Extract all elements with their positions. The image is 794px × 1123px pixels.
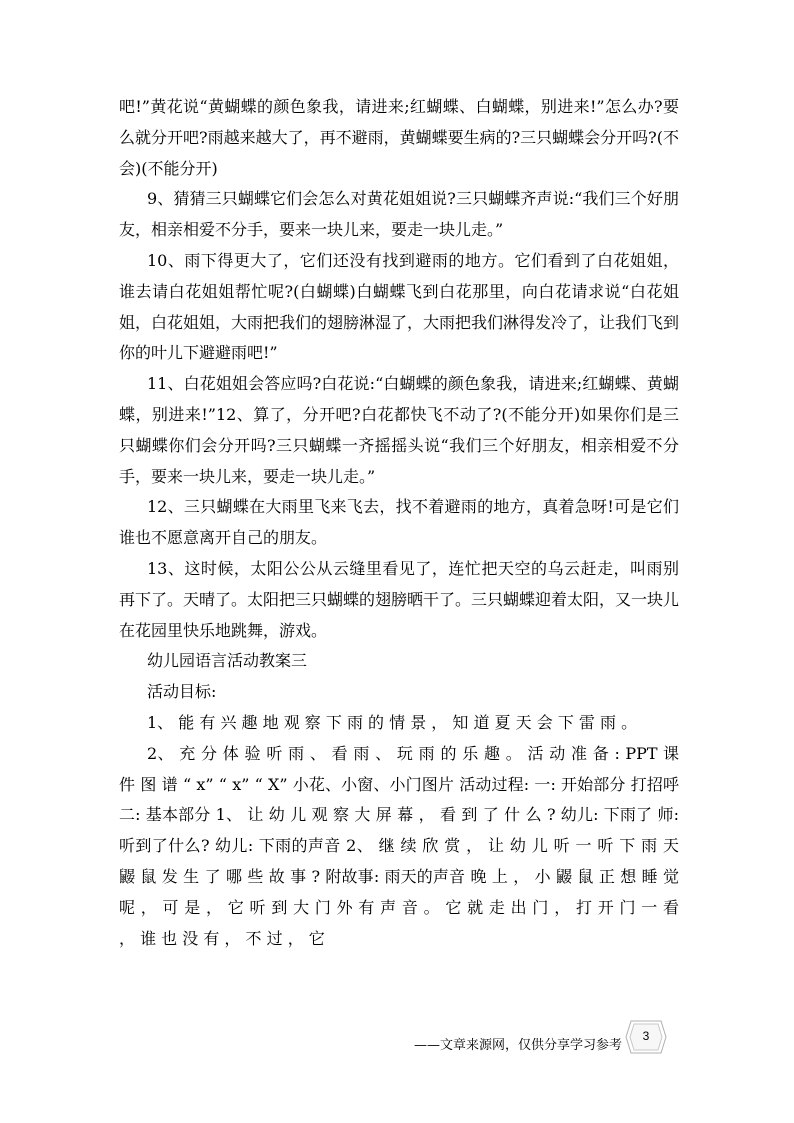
paragraph: 吧!”黄花说“黄蝴蝶的颜色象我，请进来;红蝴蝶、白蝴蝶，别进来!”怎么办?要么就分开吧?雨越来越大了，再不避雨，黄蝴蝶要生病的?三只蝴蝶会分开吗?(不会)(不能分开) [119,97,679,178]
page-number-badge [625,1020,667,1054]
page-number: 3 [642,1029,650,1043]
paragraph: 10、雨下得更大了，它们还没有找到避雨的地方。它们看到了白花姐姐，谁去请白花姐姐帮忙呢?(白蝴蝶)白蝴蝶飞到白花那里，向白花请求说“白花姐姐，白花姐姐，大雨把我们的翅膀淋湿了，大雨把我们淋得发冷了，让我们飞到你的叶儿下避避雨吧!” [119,250,680,363]
subheading: 活动目标: [147,682,217,702]
section-heading: 幼儿园语言活动教案三 [147,651,308,671]
paragraph: 1、 能 有 兴 趣 地 观 察 下 雨 的 情 景 ， 知 道 夏 天 会 下 雷 雨 。 [147,712,638,732]
paragraph: 11、白花姐姐会答应吗?白花说:“白蝴蝶的颜色象我，请进来;红蝴蝶、黄蝴蝶，别进来!”12、算了，分开吧?白花都快飞不动了?(不能分开)如果你们是三只蝴蝶你们会分开吗?三只蝴蝶一齐摇摇头说“我们三个好朋友，相亲相爱不分手，要来一块儿来，要走一块儿走。” [119,374,679,486]
document-body [119,92,679,954]
paragraph: 2、 充 分 体 验 听 雨 、 看 雨 、 玩 雨 的 乐 趣 。 活 动 准 备 : PPT 课 件 图 谱 “ x” “ x” “ X” 小花、小窗、小门图片 活动过程: 一: 开始部分 打招呼 二: 基本部分 1、 让 幼 儿 观 察 大 屏 幕 ， 看 到 了 什 么 ? 幼儿: 下雨了 师: 听到了什么? 幼儿: 下雨的声音 2、 继 续 欣 赏 ， 让 幼 儿 听 一 听 下 雨 天 鼹 鼠 发 生 了 哪 些 故 事 ? 附故事: 雨天的声音 晚 上 ， 小 鼹 鼠 正 想 睡 觉 呢 ， 可 是 ， 它 听 到 大 门 外 有 声 音 。 它 就 走 出 门 ， 打 开 门 一 看 ， 谁 也 没 有 ， 不 过 ， 它 [119,743,679,948]
paragraph: 12、三只蝴蝶在大雨里飞来飞去，找不着避雨的地方，真着急呀!可是它们谁也不愿意离开自己的朋友。 [119,497,679,548]
footer-source-note: ——文章来源网，仅供分享学习参考 [414,1038,623,1053]
paragraph: 9、猜猜三只蝴蝶它们会怎么对黄花姐姐说?三只蝴蝶齐声说:“我们三个好朋友，相亲相爱不分手，要来一块儿来，要走一块儿走。” [119,189,679,240]
paragraph: 13、这时候，太阳公公从云缝里看见了，连忙把天空的乌云赶走，叫雨别再下了。天晴了。太阳把三只蝴蝶的翅膀晒干了。三只蝴蝶迎着太阳，又一块儿在花园里快乐地跳舞，游戏。 [119,558,680,640]
